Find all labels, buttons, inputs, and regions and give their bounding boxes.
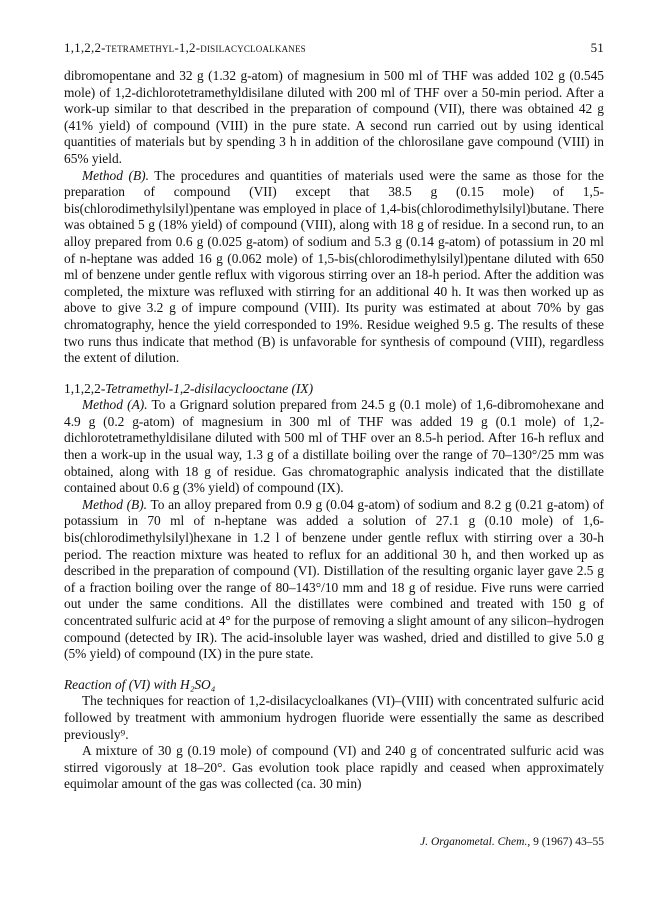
- paragraph-techniques: The techniques for reaction of 1,2-disilacycloalkanes (VI)–(VIII) with concentrated sulfuric acid followed by treatment with ammonium hydrogen fluoride were essentially the same as described previously⁹.: [64, 693, 604, 742]
- page-number: 51: [590, 40, 604, 55]
- section-heading-title: Tetramethyl-1,2-disilacyclooctane (IX): [105, 380, 314, 396]
- article-text: [64, 68, 604, 367]
- section-heading-prefix: 1,1,2,2-: [64, 380, 106, 396]
- method-label: Method (A).: [82, 397, 148, 413]
- journal-name: J. Organometal. Chem.,: [420, 836, 531, 848]
- paragraph-continuation: dibromopentane and 32 g (1.32 g-atom) of magnesium in 500 ml of THF was added 102 g (0.545 mole) of 1,2-dichlorotetramethyldisilane diluted with 200 ml of THF over a 50-min period. After a work-up similar to that described in the preparation of compound (VII), there was obtained 42 g (41% yield) of compound (VIII) in the pure state. A second run carried out by using identical quantities of materials but by spending 3 h in addition of the chlorosilane gave compound (VIII) in 65% yield.: [64, 68, 604, 166]
- section-heading-ix: [64, 381, 604, 398]
- journal-footer: [64, 836, 604, 848]
- journal-citation: 9 (1967) 43–55: [530, 836, 604, 848]
- method-label: Method (B).: [82, 167, 149, 183]
- paragraph-text: To an alloy prepared from 0.9 g (0.04 g-atom) of sodium and 8.2 g (0.21 g-atom) of potassium in 70 ml of n-heptane was added a solution of 27.1 g (0.10 mole) of 1,6-bis(chlorodimethylsilyl)hexane in 1.2 l of benzene under gentle reflux with stirring over a 30-h period. The reaction mixture was heated to reflux for an additional 30 h, and then worked up as described in the preparation of compound (VI). Distillation of the resulting organic layer gave 2.5 g of a fraction boiling over the range of 80–143°/10 mm and 18 g of residue. Five runs were carried out under the same conditions. All the distillates were combined and treated with 150 g of concentrated sulfuric acid at 4° for the purpose of removing a slight amount of any silicon–hydrogen compound (detected by IR). The acid-insoluble layer was washed, dried and distilled to give 5.0 g (5% yield) of compound (IX) in the pure state.: [64, 496, 604, 662]
- paragraph-method-b-ix: [64, 497, 604, 663]
- running-title: 1,1,2,2-tetramethyl-1,2-disilacycloalkanes: [64, 40, 306, 55]
- paragraph-text: To a Grignard solution prepared from 24.5 g (0.1 mole) of 1,6-dibromohexane and 4.9 g (0.2 g-atom) of magnesium in 300 ml of THF was added 19 g (0.1 mole) of 1,2-dichlorotetramethyldisilane diluted with 500 ml of THF over an 8.5-h period. After 16-h reflux and then a work-up in the usual way, 1.3 g of a distillate boiling over the range of 70–130°/25 mm was obtained, along with 18 g of residue. Gas chromatographic analysis indicated that the distillate contained about 0.6 g (3% yield) of compound (IX).: [64, 397, 604, 496]
- section-heading-reaction: Reaction of (VI) with H₂SO₄: [64, 676, 216, 692]
- paragraph-text: The procedures and quantities of materials used were the same as those for the preparation of compound (VII) except that 38.5 g (0.15 mole) of 1,5-bis(chlorodimethylsilyl)pentane was employed in place of 1,4-bis(chlorodimethylsilyl)butane. There was obtained 5 g (18% yield) of compound (VIII), along with 18 g of residue. In a second run, to an alloy prepared from 0.6 g (0.025 g-atom) of sodium and 5.3 g (0.14 g-atom) of potassium in 20 ml of n-heptane was added 16 g (0.062 mole) of 1,5-bis(chlorodimethylsilyl)pentane diluted with 650 ml of benzene under gentle reflux with vigorous stirring over an 18-h period. After the addition was completed, the mixture was refluxed with stirring for an additional 40 h. It was then worked up as above to give 3.2 g of impure compound (VIII). Its purity was estimated at about 70% by gas chromatography, hence the yield corresponded to 19%. Residue weighed 9.5 g. The results of these two runs thus indicate that method (B) is unfavorable for synthesis of compound (VIII), regardless the extent of dilution.: [64, 167, 604, 366]
- article-text-ix: [64, 397, 604, 663]
- article-text-reaction: [64, 693, 604, 793]
- paragraph-method-b-viii: [64, 168, 604, 367]
- paragraph-mixture: A mixture of 30 g (0.19 mole) of compound (VI) and 240 g of concentrated sulfuric acid was stirred vigorously at 18–20°. Gas evolution took place rapidly and ceased when approximately equimolar amount of the gas was collected (ca. 30 min): [64, 743, 604, 792]
- paragraph-method-a-ix: [64, 397, 604, 497]
- page-body: [64, 62, 604, 793]
- method-label: Method (B).: [82, 496, 148, 512]
- running-header: [64, 40, 604, 62]
